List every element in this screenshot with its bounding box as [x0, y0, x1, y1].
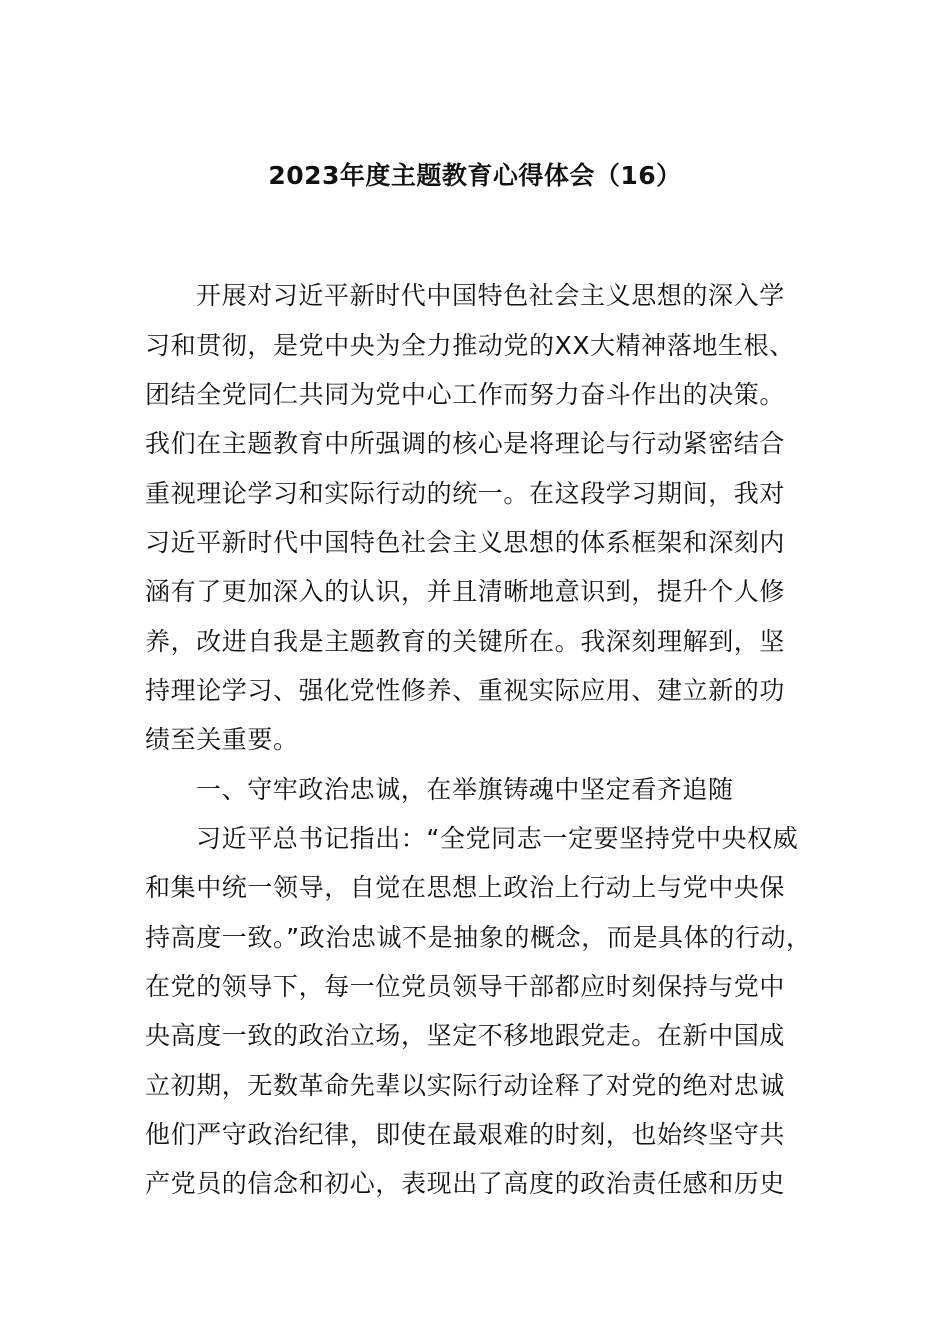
paragraph-line-3: 团结全党同仁共同为党中心工作而努力奋斗作出的决策。	[145, 380, 786, 409]
paragraph-line-17: 立初期，无数革命先辈以实际行动诠释了对党的绝对忠诚	[145, 1071, 786, 1100]
paragraph-line-8: 养，改进自我是主题教育的关键所在。我深刻理解到，坚	[145, 627, 786, 656]
paragraph-line-12: 习近平总书记指出：“全党同志一定要坚持党中央权威	[196, 824, 799, 853]
paragraph-line-10: 绩至关重要。	[145, 725, 299, 754]
document-title: 2023年度主题教育心得体会（16）	[268, 161, 682, 190]
paragraph-line-7: 涵有了更加深入的认识，并且清晰地意识到，提升个人修	[145, 577, 786, 606]
paragraph-line-5: 重视理论学习和实际行动的统一。在这段学习期间，我对	[145, 479, 786, 508]
paragraph-line-9: 持理论学习、强化党性修养、重视实际应用、建立新的功	[145, 676, 786, 705]
paragraph-line-13: 和集中统一领导，自觉在思想上政治上行动上与党中央保	[145, 873, 786, 902]
paragraph-line-14: 持高度一致。”政治忠诚不是抽象的概念，而是具体的行动，	[145, 923, 812, 952]
paragraph-line-6: 习近平新时代中国特色社会主义思想的体系框架和深刻内	[145, 528, 786, 557]
paragraph-line-2: 习和贯彻，是党中央为全力推动党的XX大精神落地生根、	[145, 331, 795, 360]
paragraph-line-19: 产党员的信念和初心，表现出了高度的政治责任感和历史	[145, 1169, 786, 1198]
paragraph-line-16: 央高度一致的政治立场，坚定不移地跟党走。在新中国成	[145, 1021, 786, 1050]
section-heading: 一、守牢政治忠诚，在举旗铸魂中坚定看齐追随	[196, 775, 734, 804]
paragraph-line-18: 他们严守政治纪律，即使在最艰难的时刻，也始终坚守共	[145, 1120, 786, 1149]
paragraph-line-4: 我们在主题教育中所强调的核心是将理论与行动紧密结合	[145, 429, 786, 458]
paragraph-line-1: 开展对习近平新时代中国特色社会主义思想的深入学	[196, 281, 785, 310]
paragraph-line-15: 在党的领导下，每一位党员领导干部都应时刻保持与党中	[145, 972, 786, 1001]
